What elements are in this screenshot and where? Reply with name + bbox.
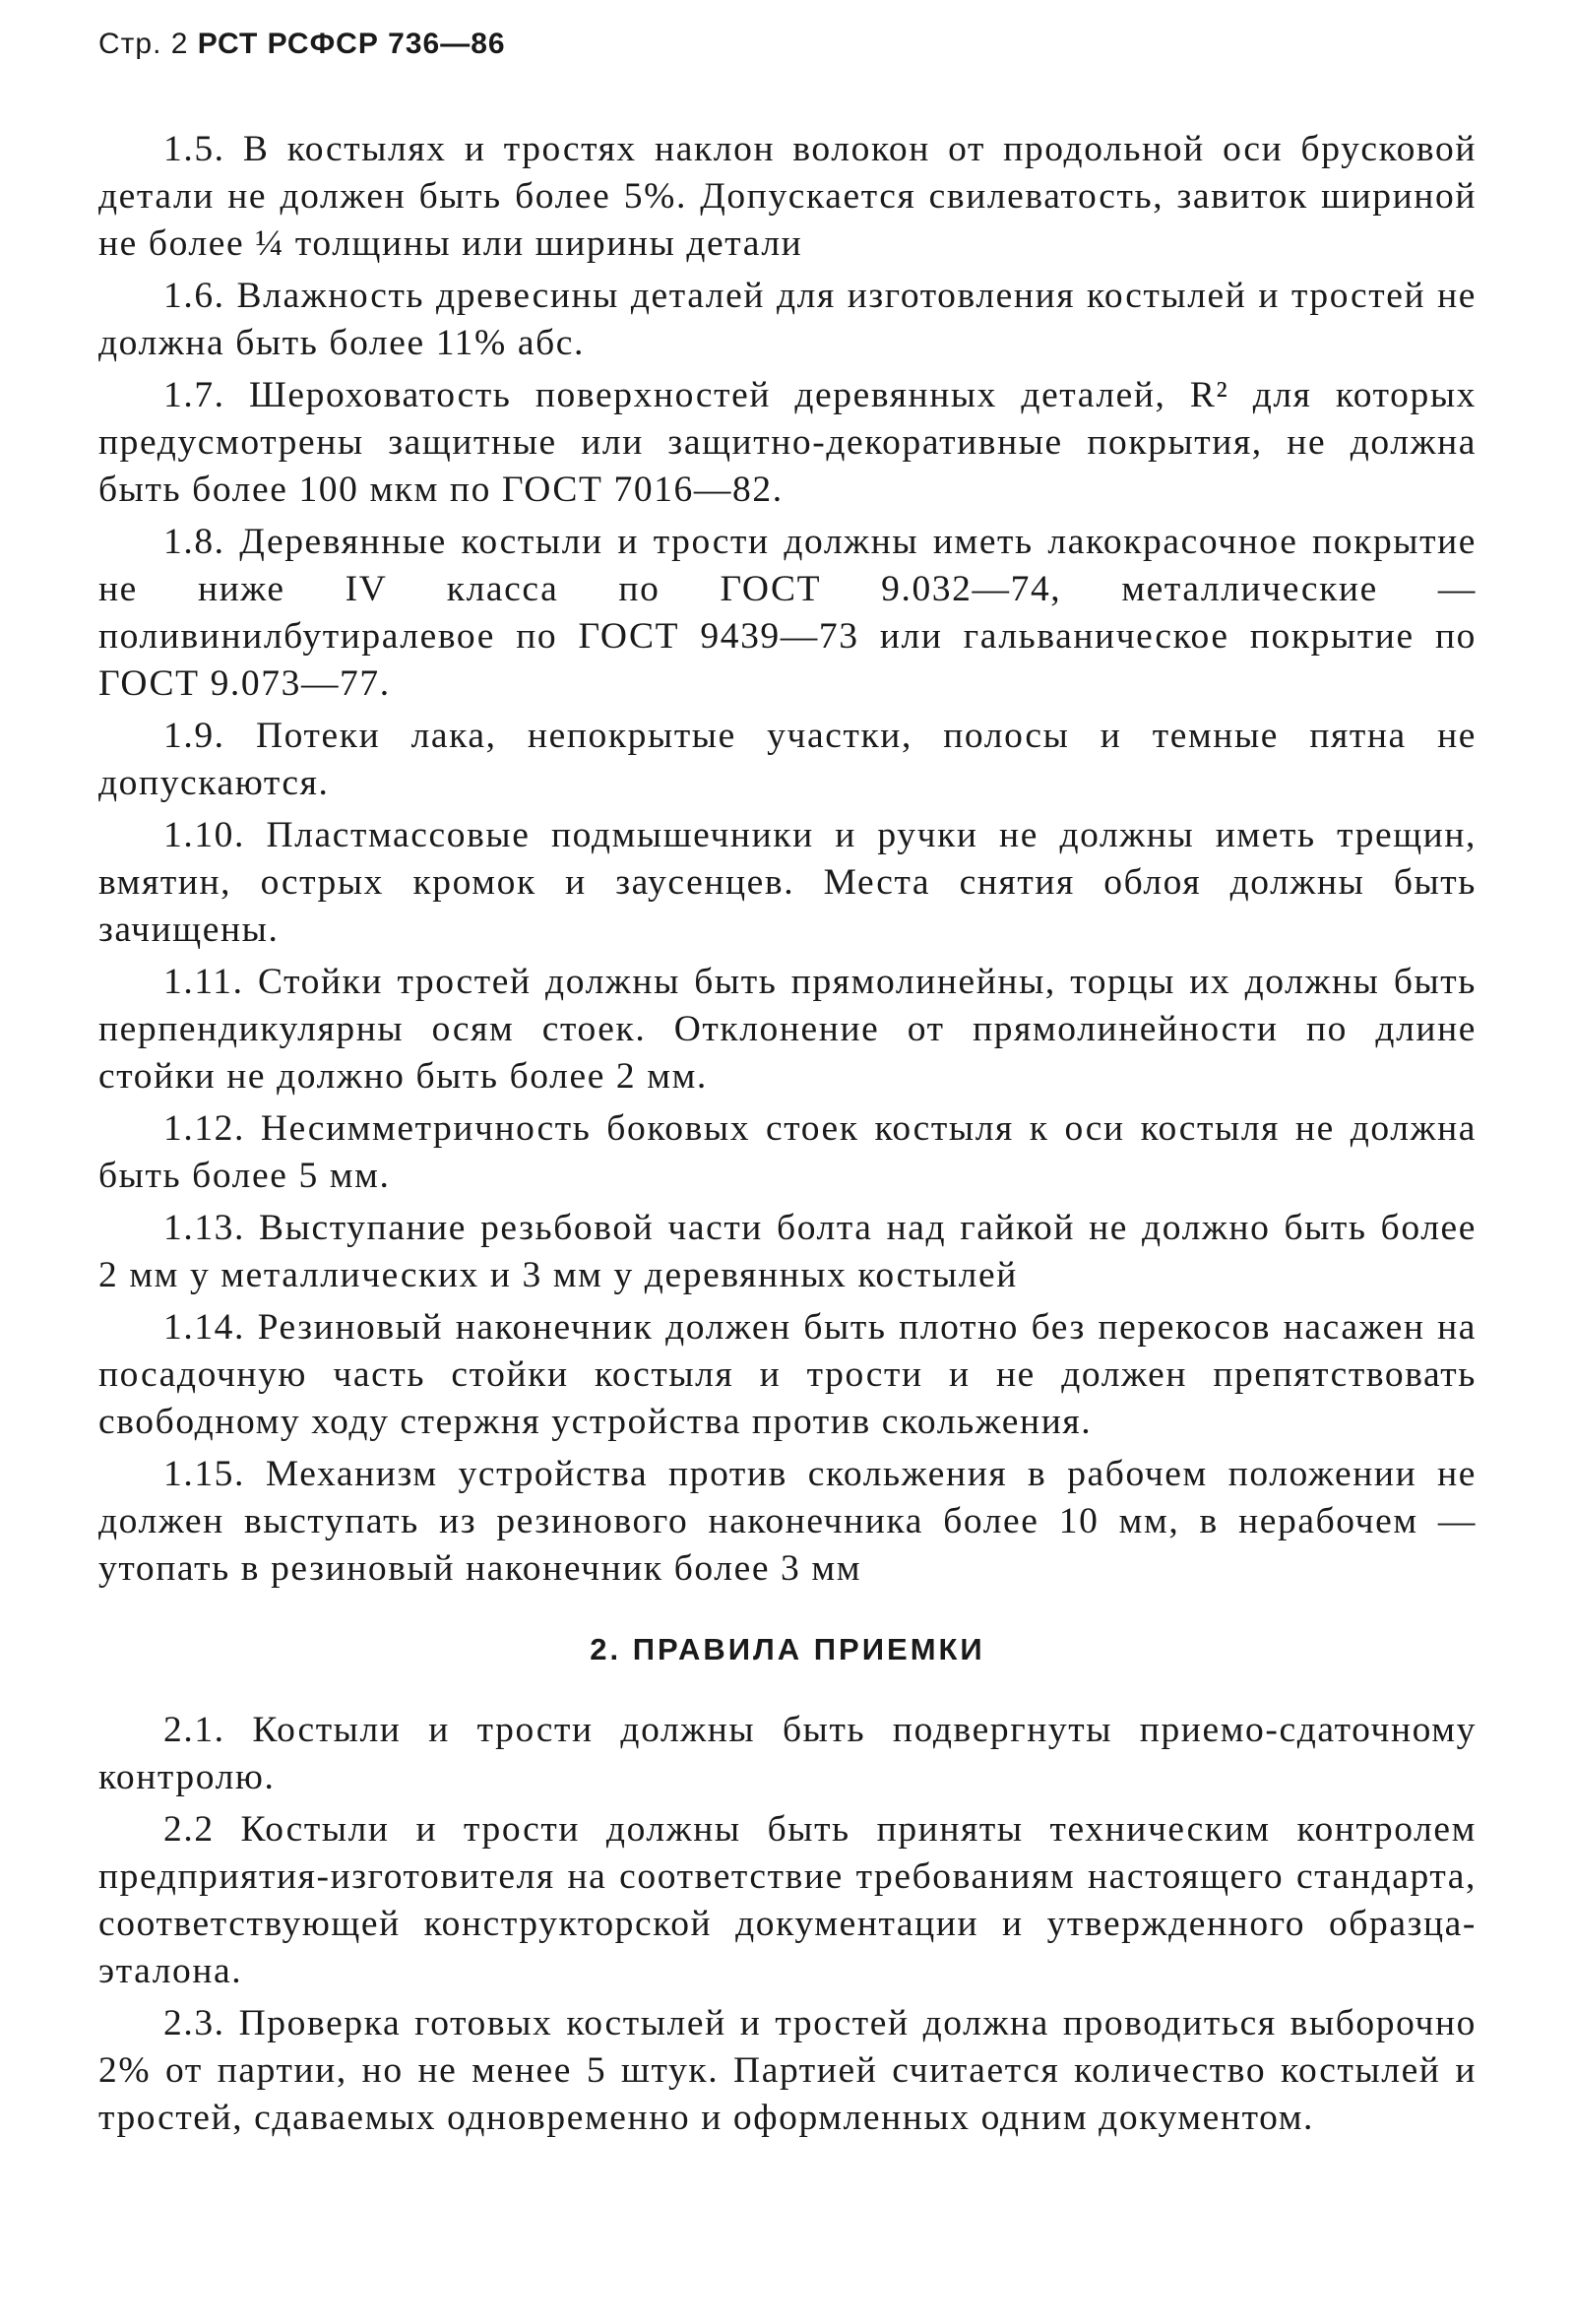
paragraph-1-11: 1.11. Стойки тростей должны быть прямолинейны, торцы их должны быть перпендикулярны осям стоек. Отклонение от прямолинейности по длине стойки не должно быть более 2 мм. [98, 962, 1477, 1097]
paragraph-1-6: 1.6. Влажность древесины деталей для изготовления костылей и тростей не должна быть более 11% абс. [98, 276, 1477, 363]
paragraph-1-14: 1.14. Резиновый наконечник должен быть плотно без перекосов насажен на посадочную часть стойки костыля и трости и не должен препятствовать свободному ходу стержня устройства против скольжения. [98, 1307, 1477, 1442]
paragraph-1-8: 1.8. Деревянные костыли и трости должны иметь лакокрасочное покрытие не ниже IV класса по ГОСТ 9.032—74, металлические — поливинилбутиралевое по ГОСТ 9439—73 или гальваническое покрытие по ГОСТ 9.073—77. [98, 522, 1477, 704]
paragraph-1-15: 1.15. Механизм устройства против скольжения в рабочем положении не должен выступать из резинового наконечника более 10 мм, в нерабочем — утопать в резиновый наконечник более 3 мм [98, 1454, 1477, 1589]
paragraph-2-2: 2.2 Костыли и трости должны быть приняты техническим контролем предприятия-изготовителя на соответствие требованиям настоящего стандарта, соответствующей конструкторской документации и утвержденного образца-эталона. [98, 1809, 1477, 1991]
document-page [98, 28, 1477, 2147]
paragraph-1-13: 1.13. Выступание резьбовой части болта над гайкой не должно быть более 2 мм у металлических и 3 мм у деревянных костылей [98, 1208, 1477, 1295]
paragraph-1-10: 1.10. Пластмассовые подмышечники и ручки не должны иметь трещин, вмятин, острых кромок и заусенцев. Места снятия облоя должны быть зачищены. [98, 815, 1477, 950]
section-1-body [98, 126, 1477, 1593]
paragraph-1-5: 1.5. В костылях и тростях наклон волокон от продольной оси брусковой детали не должен быть более 5%. Допускается свилеватость, завиток шириной не более ¼ толщины или ширины детали [98, 129, 1477, 264]
page-number: Стр. 2 [98, 28, 189, 60]
section-title-acceptance-rules: 2. ПРАВИЛА ПРИЕМКИ [590, 1632, 985, 1666]
paragraph-2-1: 2.1. Костыли и трости должны быть подвергнуты приемо-сдаточному контролю. [98, 1710, 1477, 1797]
paragraph-1-9: 1.9. Потеки лака, непокрытые участки, полосы и темные пятна не допускаются. [98, 716, 1477, 803]
page-header [98, 28, 1477, 61]
paragraph-1-7: 1.7. Шероховатость поверхностей деревянных деталей, R² для которых предусмотрены защитные или защитно-декоративные покрытия, не должна быть более 100 мкм по ГОСТ 7016—82. [98, 375, 1477, 510]
paragraph-1-12: 1.12. Несимметричность боковых стоек костыля к оси костыля не должна быть более 5 мм. [98, 1108, 1477, 1196]
paragraph-2-3: 2.3. Проверка готовых костылей и тростей должна проводиться выборочно 2% от партии, но не менее 5 штук. Партией считается количество костылей и тростей, сдаваемых одновременно и оформленных одним документом. [98, 2003, 1477, 2138]
section-2-body [98, 1707, 1477, 2142]
standard-code: РСТ РСФСР 736—86 [197, 28, 506, 60]
